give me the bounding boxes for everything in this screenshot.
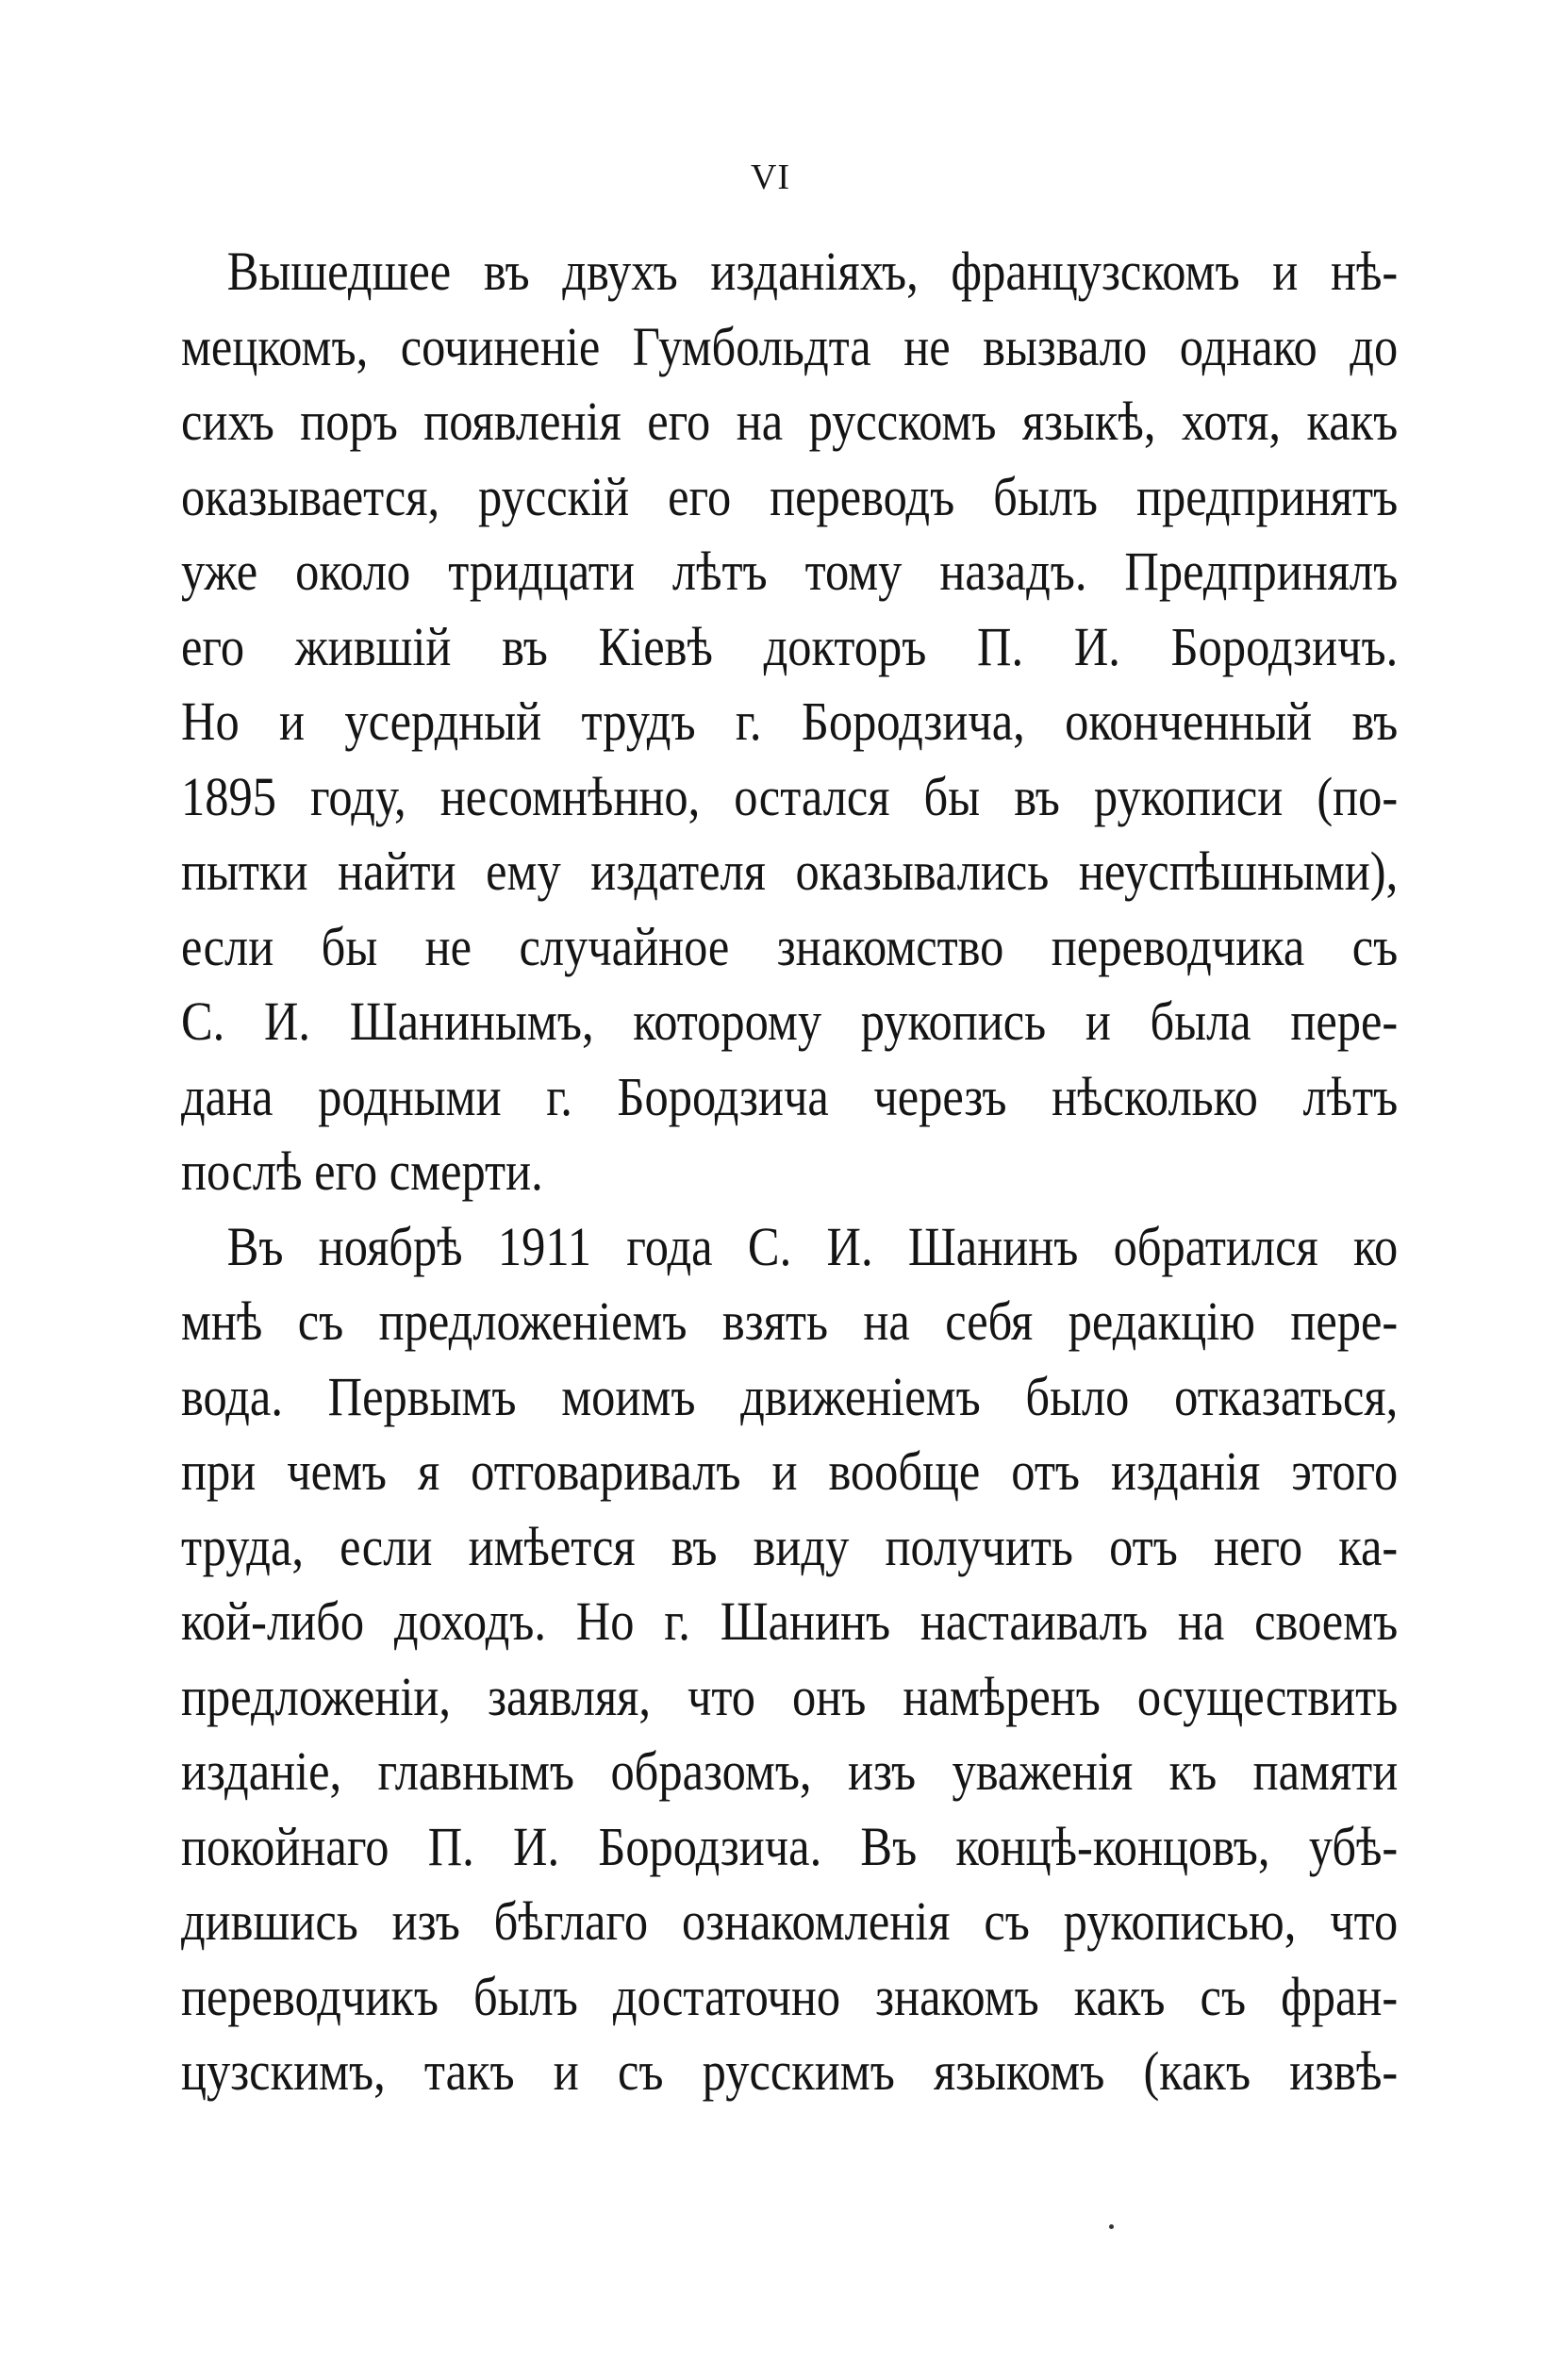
text-line: оказывается, русскій его переводъ былъ предпринятъ xyxy=(181,465,1399,527)
text-line: Вышедшее въ двухъ изданіяхъ, французскомъ и нѣ- xyxy=(226,241,1399,302)
text-line: дившись изъ бѣглаго ознакомленія съ рукописью, что xyxy=(181,1890,1399,1952)
text-line: переводчикъ былъ достаточно знакомъ какъ съ фран- xyxy=(181,1965,1399,2027)
text-line: Въ ноябрѣ 1911 года С. И. Шанинъ обратился ко xyxy=(226,1215,1399,1277)
text-line: пытки найти ему издателя оказывались неуспѣшными), xyxy=(181,840,1399,902)
text-line: предложеніи, заявляя, что онъ намѣренъ осуществить xyxy=(181,1665,1399,1727)
text-line: если бы не случайное знакомство переводчика съ xyxy=(181,915,1399,977)
text-line: С. И. Шанинымъ, которому рукопись и была пере- xyxy=(181,990,1399,1052)
text-line: сихъ поръ появленія его на русскомъ языкѣ, хотя, какъ xyxy=(181,391,1399,452)
text-line: его жившій въ Кіевѣ докторъ П. И. Бородзичъ. xyxy=(181,615,1399,677)
text-line: труда, если имѣется въ виду получить отъ него ка- xyxy=(181,1515,1399,1577)
text-line: кой-либо доходъ. Но г. Шанинъ настаивалъ на своемъ xyxy=(181,1590,1399,1652)
paragraph xyxy=(181,1209,1398,2109)
stray-ink-dot xyxy=(1109,2224,1114,2229)
text-line: уже около тридцати лѣтъ тому назадъ. Предпринялъ xyxy=(181,541,1399,602)
text-line: вода. Первымъ моимъ движеніемъ было отказаться, xyxy=(181,1365,1399,1427)
text-line: изданіе, главнымъ образомъ, изъ уваженія къ памяти xyxy=(181,1740,1399,1802)
page-number: VI xyxy=(750,158,791,197)
text-line: послѣ его смерти. xyxy=(181,1140,543,1202)
text-line: дана родными г. Бородзича черезъ нѣсколько лѣтъ xyxy=(181,1065,1399,1127)
text-line: мецкомъ, сочиненіе Гумбольдта не вызвало однако до xyxy=(181,315,1399,377)
text-line: Но и усердный трудъ г. Бородзича, оконченный въ xyxy=(181,691,1399,752)
text-line: 1895 году, несомнѣнно, остался бы въ рукописи (по- xyxy=(181,765,1399,827)
body-text xyxy=(181,234,1398,2109)
text-line: цузскимъ, такъ и съ русскимъ языкомъ (какъ извѣ- xyxy=(181,2040,1399,2102)
text-line: мнѣ съ предложеніемъ взять на себя редакцію пере- xyxy=(181,1290,1399,1352)
paragraph xyxy=(181,234,1398,1209)
text-line: покойнаго П. И. Бородзича. Въ концѣ-концовъ, убѣ- xyxy=(181,1815,1399,1877)
text-line: при чемъ я отговаривалъ и вообще отъ изданія этого xyxy=(181,1440,1399,1502)
